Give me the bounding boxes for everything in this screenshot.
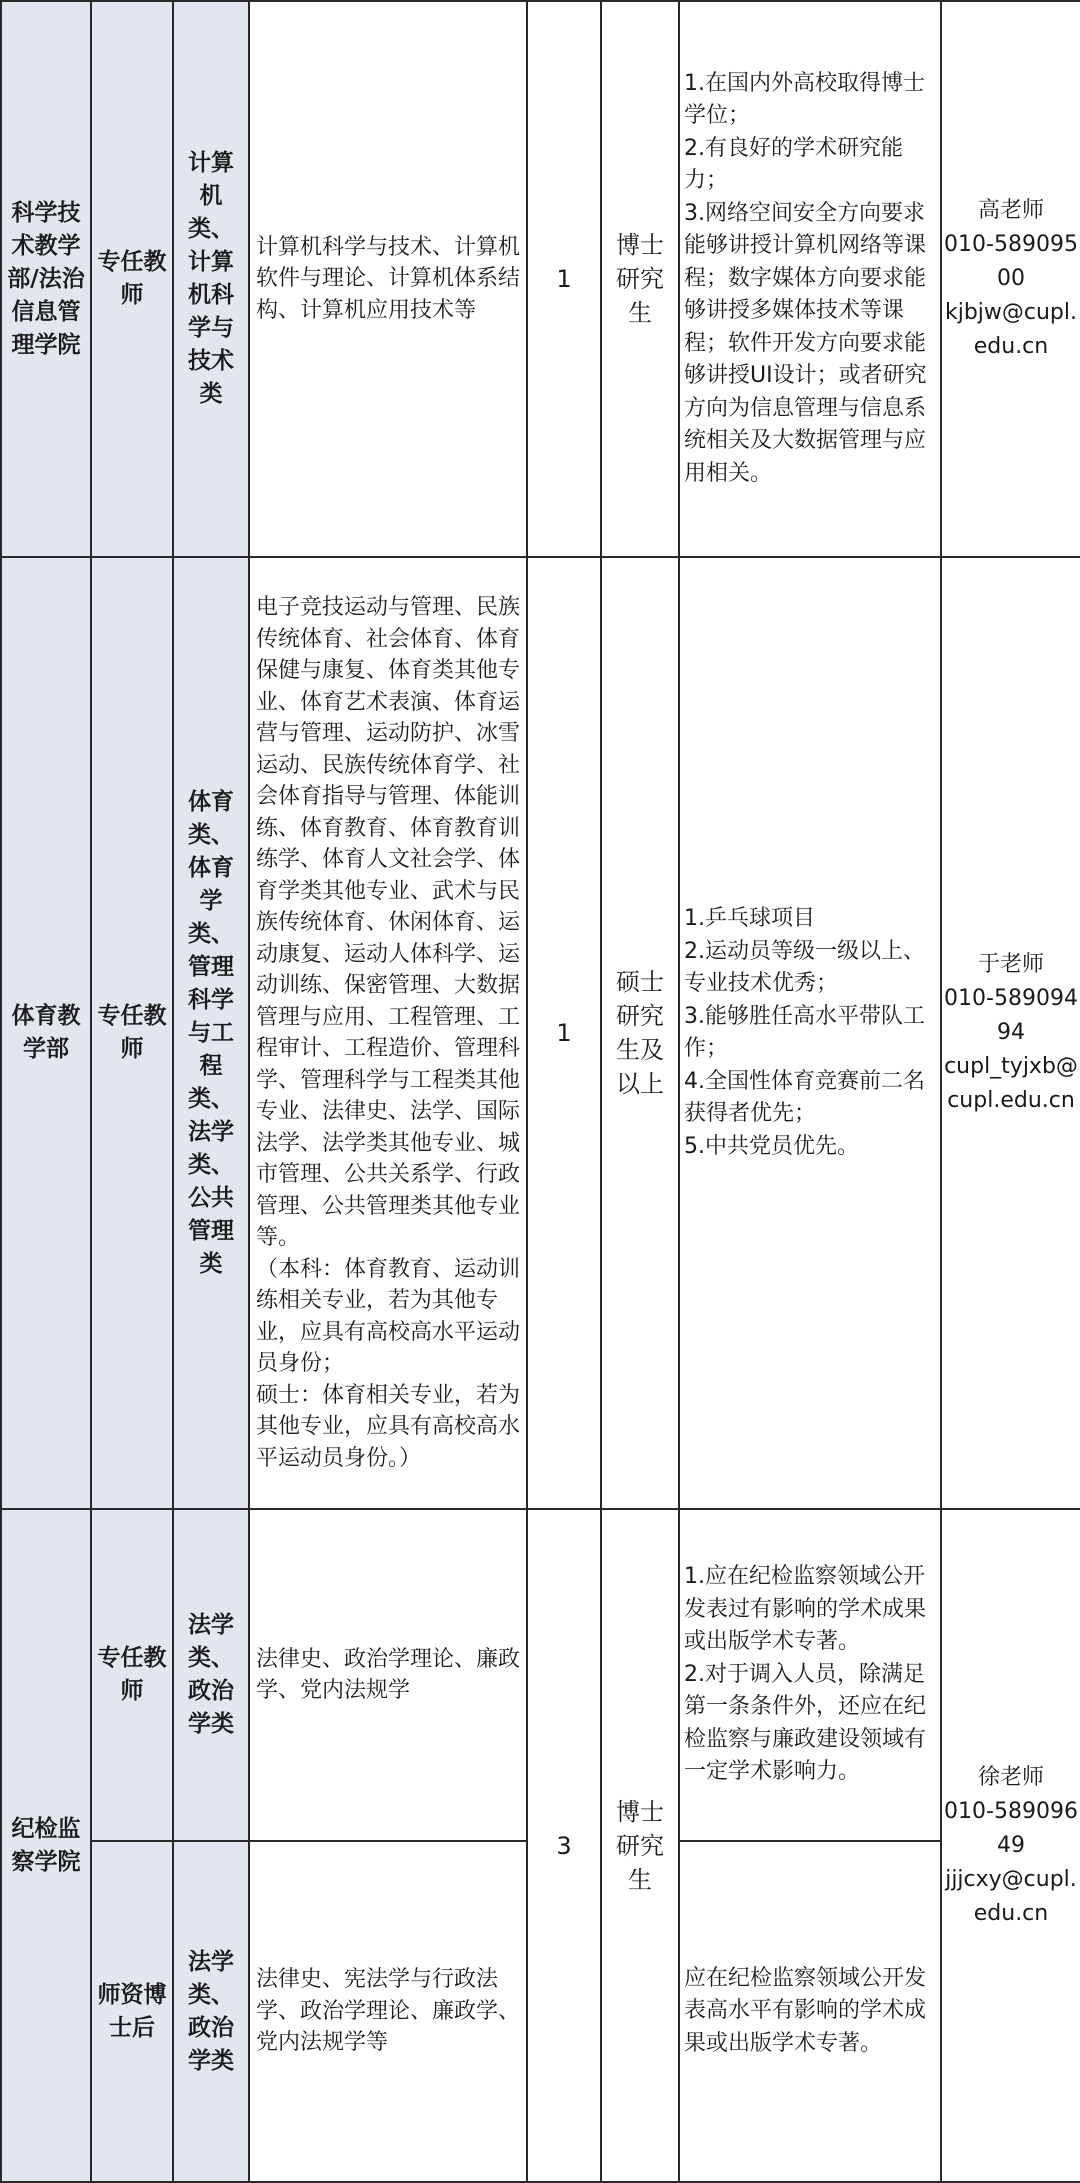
discipline-text: 体育类、体育学类、管理科学与工程类、法学类、公共管理类 — [188, 788, 234, 1277]
contact-phone: 010-58909500 — [944, 232, 1078, 291]
contact-name: 高老师 — [977, 198, 1044, 223]
education-text: 博士研究生 — [616, 231, 664, 327]
headcount-cell — [527, 1509, 601, 2182]
discipline-cell — [173, 1841, 249, 2182]
requirement-item: 3.网络空间安全方向要求能够讲授计算机网络等课程；数字媒体方向要求能够讲授多媒体技术等课程；软件开发方向要求能够讲授UI设计；或者研究方向为信息管理与信息系统相关及大数据管理与应用相关。 — [684, 200, 927, 486]
headcount-text: 1 — [556, 265, 572, 293]
education-cell — [601, 557, 679, 1509]
position-type-cell — [91, 557, 173, 1509]
requirements-cell — [679, 1, 941, 557]
majors-text: 法律史、宪法学与行政法学、政治学理论、廉政学、党内法规学等 — [256, 1967, 521, 2056]
contact-phone: 010-58909649 — [944, 1798, 1078, 1858]
headcount-text: 3 — [556, 1831, 572, 1860]
requirement-item: 2.有良好的学术研究能力； — [684, 135, 903, 194]
contact-cell — [941, 1, 1080, 557]
position-type-cell — [91, 1841, 173, 2182]
discipline-text: 法学类、政治学类 — [188, 1948, 234, 2074]
discipline-text: 法学类、政治学类 — [188, 1612, 234, 1737]
discipline-text: 计算机类、计算机科学与技术类 — [188, 150, 234, 407]
table-row — [1, 1509, 1080, 1841]
requirement-item: 2.对于调入人员，除满足第一条条件外，还应在纪检监察与廉政建设领域有一定学术影响力。 — [684, 1661, 927, 1785]
requirements-cell — [679, 557, 941, 1509]
discipline-cell — [173, 557, 249, 1509]
headcount-cell — [527, 1, 601, 557]
requirement-item: 1.应在纪检监察领域公开发表过有影响的学术成果或出版学术专著。 — [684, 1564, 927, 1655]
department-text: 纪检监察学院 — [11, 1815, 81, 1875]
requirements-cell — [679, 1509, 941, 1841]
requirement-item: 3.能够胜任高水平带队工作； — [684, 1003, 925, 1061]
requirement-item: 4.全国性体育竞赛前二名获得者优先； — [684, 1068, 925, 1126]
contact-email: kjbjw@cupl.edu.cn — [944, 300, 1078, 359]
majors-cell — [249, 557, 527, 1509]
majors-cell — [249, 1841, 527, 2182]
position-type-text: 专任教师 — [97, 1645, 167, 1704]
table-row — [1, 1, 1080, 557]
requirement-item: 2.运动员等级一级以上、专业技术优秀； — [684, 938, 925, 996]
headcount-cell — [527, 557, 601, 1509]
contact-cell — [941, 1509, 1080, 2182]
majors-note: （本科：体育教育、运动训练相关专业，若为其他专业，应具有高校高水平运动员身份； — [256, 1256, 521, 1376]
department-text: 体育教学部 — [11, 1003, 81, 1062]
department-cell — [1, 1509, 91, 2182]
position-type-cell — [91, 1509, 173, 1841]
majors-text: 计算机科学与技术、计算机软件与理论、计算机体系结构、计算机应用技术等 — [256, 234, 521, 323]
position-type-text: 专任教师 — [97, 1003, 167, 1062]
majors-cell — [249, 1, 527, 557]
position-type-text: 专任教师 — [97, 249, 167, 308]
discipline-cell — [173, 1509, 249, 1841]
requirement-item: 应在纪检监察领域公开发表高水平有影响的学术成果或出版学术专著。 — [684, 1965, 927, 2056]
contact-name: 于老师 — [977, 952, 1044, 977]
position-type-cell — [91, 1, 173, 557]
majors-note: 硕士：体育相关专业，若为其他专业，应具有高校高水平运动员身份。） — [256, 1382, 521, 1471]
department-cell — [1, 557, 91, 1509]
majors-text: 法律史、政治学理论、廉政学、党内法规学 — [256, 1646, 521, 1703]
majors-text: 电子竞技运动与管理、民族传统体育、社会体育、体育保健与康复、体育类其他专业、体育艺术表演、体育运营与管理、运动防护、冰雪运动、民族传统体育学、社会体育指导与管理、体能训练、体育教育、体育教育训练学、体育人文社会学、体育学类其他专业、武术与民族传统体育、休闲体育、运动康复、运动人体科学、运动训练、保密管理、大数据管理与应用、工程管理、工程审计、工程造价、管理科学、管理科学与工程类其他专业、法律史、法学、国际法学、法学类其他专业、城市管理、公共关系学、行政管理、公共管理类其他专业等。 — [256, 595, 521, 1250]
department-cell — [1, 1, 91, 557]
table-row — [1, 557, 1080, 1509]
contact-phone: 010-58909494 — [944, 986, 1078, 1045]
contact-email: cupl_tyjxb@cupl.edu.cn — [944, 1054, 1078, 1113]
contact-cell — [941, 557, 1080, 1509]
requirement-item: 5.中共党员优先。 — [684, 1133, 859, 1159]
discipline-cell — [173, 1, 249, 557]
contact-name: 徐老师 — [977, 1764, 1044, 1790]
education-cell — [601, 1509, 679, 2182]
contact-email: jjjcxy@cupl.edu.cn — [945, 1866, 1077, 1926]
education-text: 硕士研究生及以上 — [616, 968, 664, 1098]
requirement-item: 1.乒乓球项目 — [684, 906, 815, 931]
education-text: 博士研究生 — [616, 1797, 664, 1894]
requirements-cell — [679, 1841, 941, 2182]
education-cell — [601, 1, 679, 557]
headcount-text: 1 — [556, 1019, 572, 1047]
department-text: 科学技术教学部/法治信息管理学院 — [7, 199, 85, 358]
position-type-text: 师资博士后 — [97, 1981, 167, 2041]
requirement-item: 1.在国内外高校取得博士学位； — [684, 70, 925, 129]
majors-cell — [249, 1509, 527, 1841]
